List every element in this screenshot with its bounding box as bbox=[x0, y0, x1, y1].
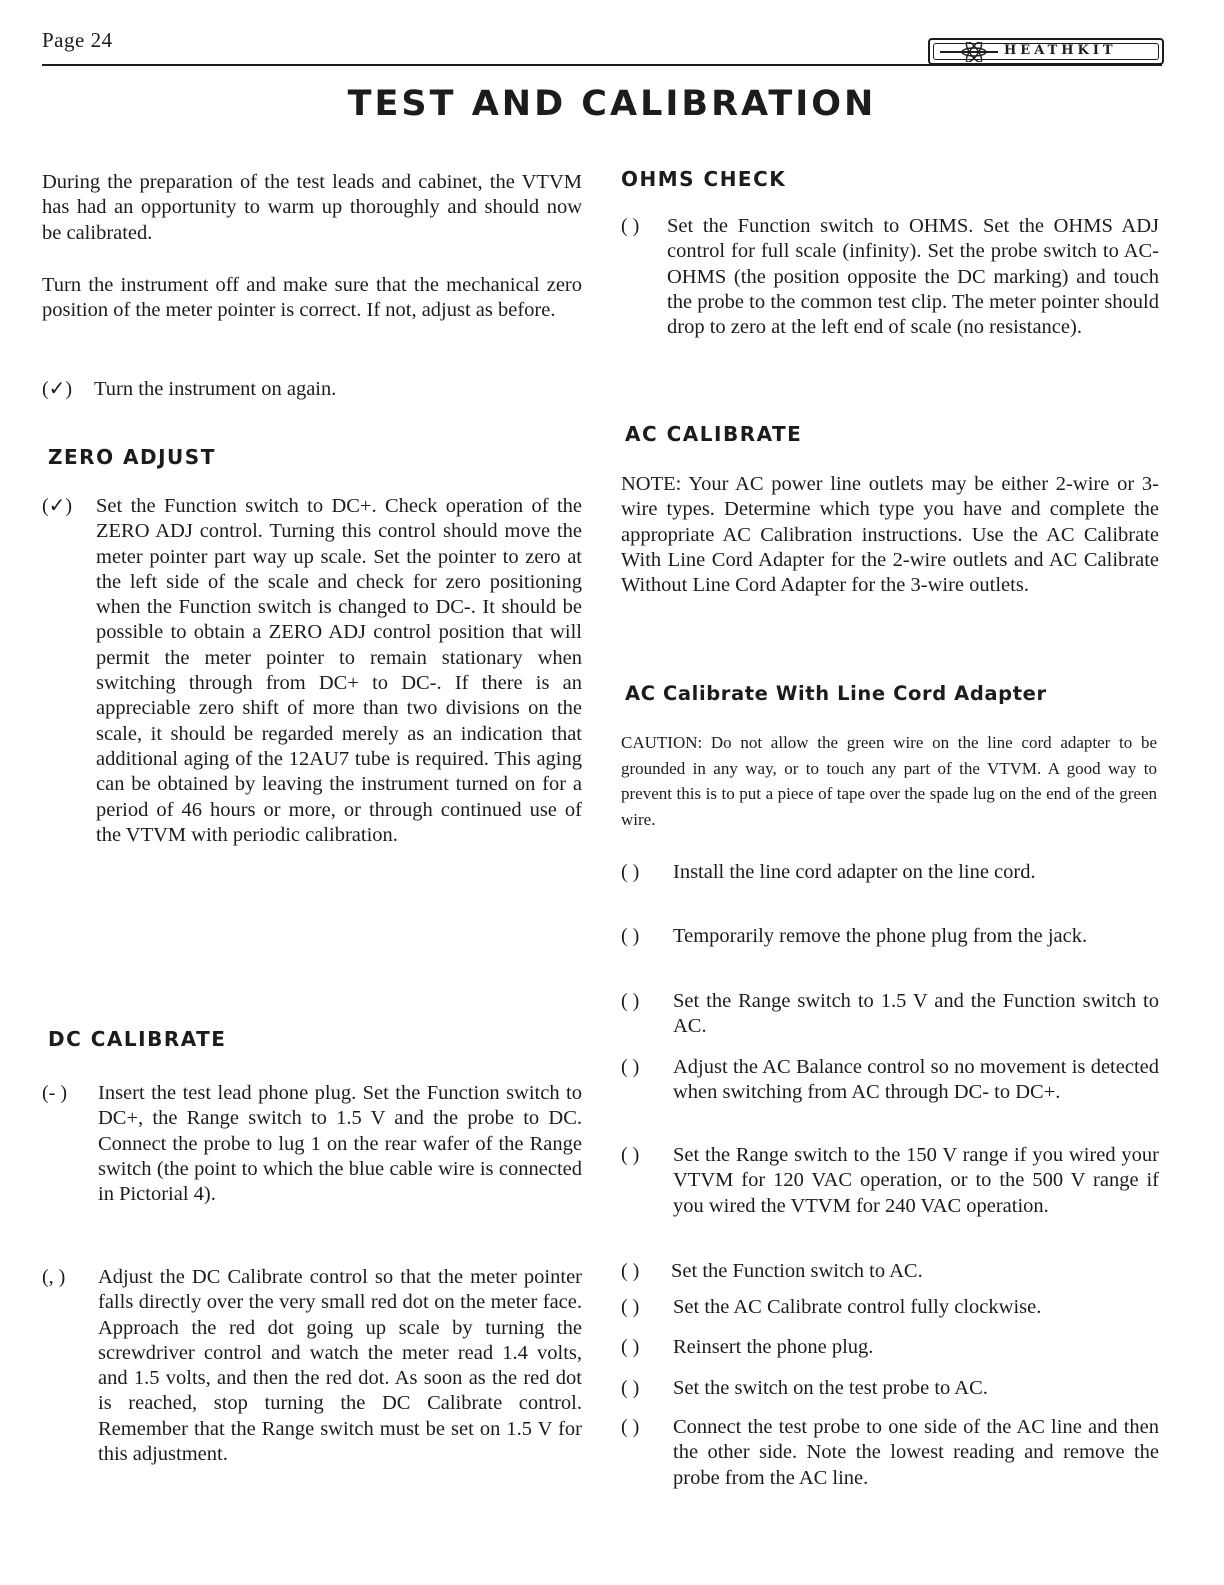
step-connect-probe-line bbox=[621, 1415, 1159, 1491]
step-turn-on bbox=[42, 377, 582, 402]
step-insert-phone-plug bbox=[42, 1081, 582, 1207]
step-checkbox[interactable]: ( ) bbox=[621, 990, 640, 1012]
step-checkbox[interactable]: (✓) bbox=[42, 495, 73, 517]
with-adapter-heading: AC Calibrate With Line Cord Adapter bbox=[625, 682, 1047, 705]
step-checkbox[interactable]: ( ) bbox=[621, 1260, 640, 1282]
step-set-range-voltage bbox=[621, 1143, 1159, 1219]
page-title: TEST AND CALIBRATION bbox=[347, 84, 877, 124]
step-checkbox[interactable]: ( ) bbox=[621, 1377, 640, 1399]
step-set-function-ac bbox=[621, 1259, 1159, 1284]
step-remove-phone-plug bbox=[621, 924, 1159, 949]
step-checkbox[interactable]: (, ) bbox=[42, 1266, 66, 1288]
step-text: Insert the test lead phone plug. Set the Function switch to DC+, the Range switch to 1.5 V and the probe to DC. Connect the probe to lug 1 on the rear wafer of the Range switch (the point to which the blue cable wire is connected in Pictorial 4). bbox=[98, 1082, 582, 1206]
step-ohms-check bbox=[621, 214, 1159, 340]
caution-paragraph: CAUTION: Do not allow the green wire on the line cord adapter to be grounded in any way, or to touch any part of the VTVM. A good way to prevent this is to put a piece of tape over the spade lug on the end of the green wire. bbox=[621, 733, 1157, 830]
zero-adjust-heading: ZERO ADJUST bbox=[48, 445, 216, 469]
step-adjust-ac-balance bbox=[621, 1055, 1159, 1106]
step-text: Set the Function switch to AC. bbox=[671, 1260, 923, 1282]
step-checkbox[interactable]: (- ) bbox=[42, 1082, 67, 1104]
step-adjust-dc-calibrate bbox=[42, 1265, 582, 1467]
step-checkbox[interactable]: ( ) bbox=[621, 215, 640, 237]
step-zero-adjust bbox=[42, 494, 582, 848]
step-install-adapter bbox=[621, 860, 1159, 885]
step-checkbox[interactable]: ( ) bbox=[621, 861, 640, 883]
step-text: Turn the instrument on again. bbox=[94, 378, 337, 400]
intro-paragraph: During the preparation of the test leads and cabinet, the VTVM has had an opportunity to warm up thoroughly and should now be calibrated. bbox=[42, 171, 582, 244]
zero-check-paragraph: Turn the instrument off and make sure that the mechanical zero position of the meter pointer is correct. If not, adjust as before. bbox=[42, 274, 582, 322]
step-text: Set the Function switch to OHMS. Set the OHMS ADJ control for full scale (infinity). Set the probe switch to AC-OHMS (the position opposite the DC marking) and touch the probe to the common test clip. The meter pointer should drop to zero at the left end of scale (no resistance). bbox=[667, 215, 1159, 339]
brand-name: HEATHKIT bbox=[1004, 43, 1117, 58]
step-text: Adjust the AC Balance control so no movement is detected when switching from AC through DC- to DC+. bbox=[673, 1056, 1159, 1104]
step-text: Adjust the DC Calibrate control so that the meter pointer falls directly over the very small red dot on the meter face. Approach the red dot going up scale by turning the screwdriver control and watch the meter read 1.4 volts, and 1.5 volts, and then the red dot. As soon as the red dot is reached, stop turning the DC Calibrate control. Remember that the Range switch must be set on 1.5 V for this adjustment. bbox=[98, 1266, 582, 1466]
step-checkbox[interactable]: (✓) bbox=[42, 378, 73, 400]
step-checkbox[interactable]: ( ) bbox=[621, 1296, 640, 1318]
step-checkbox[interactable]: ( ) bbox=[621, 1336, 640, 1358]
ohms-check-heading: OHMS CHECK bbox=[621, 167, 787, 191]
step-text: Reinsert the phone plug. bbox=[673, 1336, 874, 1358]
step-text: Set the Range switch to 1.5 V and the Function switch to AC. bbox=[673, 990, 1159, 1038]
step-set-range-ac bbox=[621, 989, 1159, 1040]
step-checkbox[interactable]: ( ) bbox=[621, 1144, 640, 1166]
step-text: Set the switch on the test probe to AC. bbox=[673, 1377, 988, 1399]
step-reinsert-plug bbox=[621, 1335, 1159, 1360]
step-ac-calibrate-clockwise bbox=[621, 1295, 1159, 1320]
step-text: Connect the test probe to one side of the AC line and then the other side. Note the lowest reading and remove the probe from the AC line. bbox=[673, 1416, 1159, 1489]
step-text: Temporarily remove the phone plug from the jack. bbox=[673, 925, 1088, 947]
page-number: Page 24 bbox=[42, 28, 113, 52]
step-text: Set the Function switch to DC+. Check operation of the ZERO ADJ control. Turning this control should move the meter pointer part way up scale. Set the pointer to zero at the left side of the scale and check for zero positioning when the Function switch is changed to DC-. It should be possible to obtain a ZERO ADJ control position that will permit the meter pointer to remain stationary when switching through from DC+ to DC-. If there is an appreciable zero shift of more than two divisions on the scale, it should be regarded merely as an indication that additional aging of the 12AU7 tube is required. This aging can be obtained by leaving the instrument turned on for a period of 46 hours or more, or through continued use of the VTVM with periodic calibration. bbox=[96, 495, 582, 846]
ac-note-paragraph: NOTE: Your AC power line outlets may be either 2-wire or 3-wire types. Determine which type you have and complete the appropriate AC Calibration instructions. Use the AC Calibrate With Line Cord Adapter for the 2-wire outlets and AC Calibrate Without Line Cord Adapter for the 3-wire outlets. bbox=[621, 473, 1159, 597]
step-checkbox[interactable]: ( ) bbox=[621, 1056, 640, 1078]
dc-calibrate-heading: DC CALIBRATE bbox=[48, 1027, 227, 1051]
header-rule bbox=[42, 64, 1162, 66]
step-text: Set the Range switch to the 150 V range if you wired your VTVM for 120 VAC operation, or to the 500 V range if you wired the VTVM for 240 VAC operation. bbox=[673, 1144, 1159, 1217]
heathkit-logo bbox=[928, 38, 1164, 65]
step-checkbox[interactable]: ( ) bbox=[621, 925, 640, 947]
step-checkbox[interactable]: ( ) bbox=[621, 1416, 640, 1438]
ac-calibrate-heading: AC CALIBRATE bbox=[625, 422, 803, 446]
step-probe-to-ac bbox=[621, 1376, 1159, 1401]
step-text: Set the AC Calibrate control fully clockwise. bbox=[673, 1296, 1042, 1318]
atom-emblem-icon bbox=[938, 42, 1000, 62]
step-text: Install the line cord adapter on the line cord. bbox=[673, 861, 1036, 883]
